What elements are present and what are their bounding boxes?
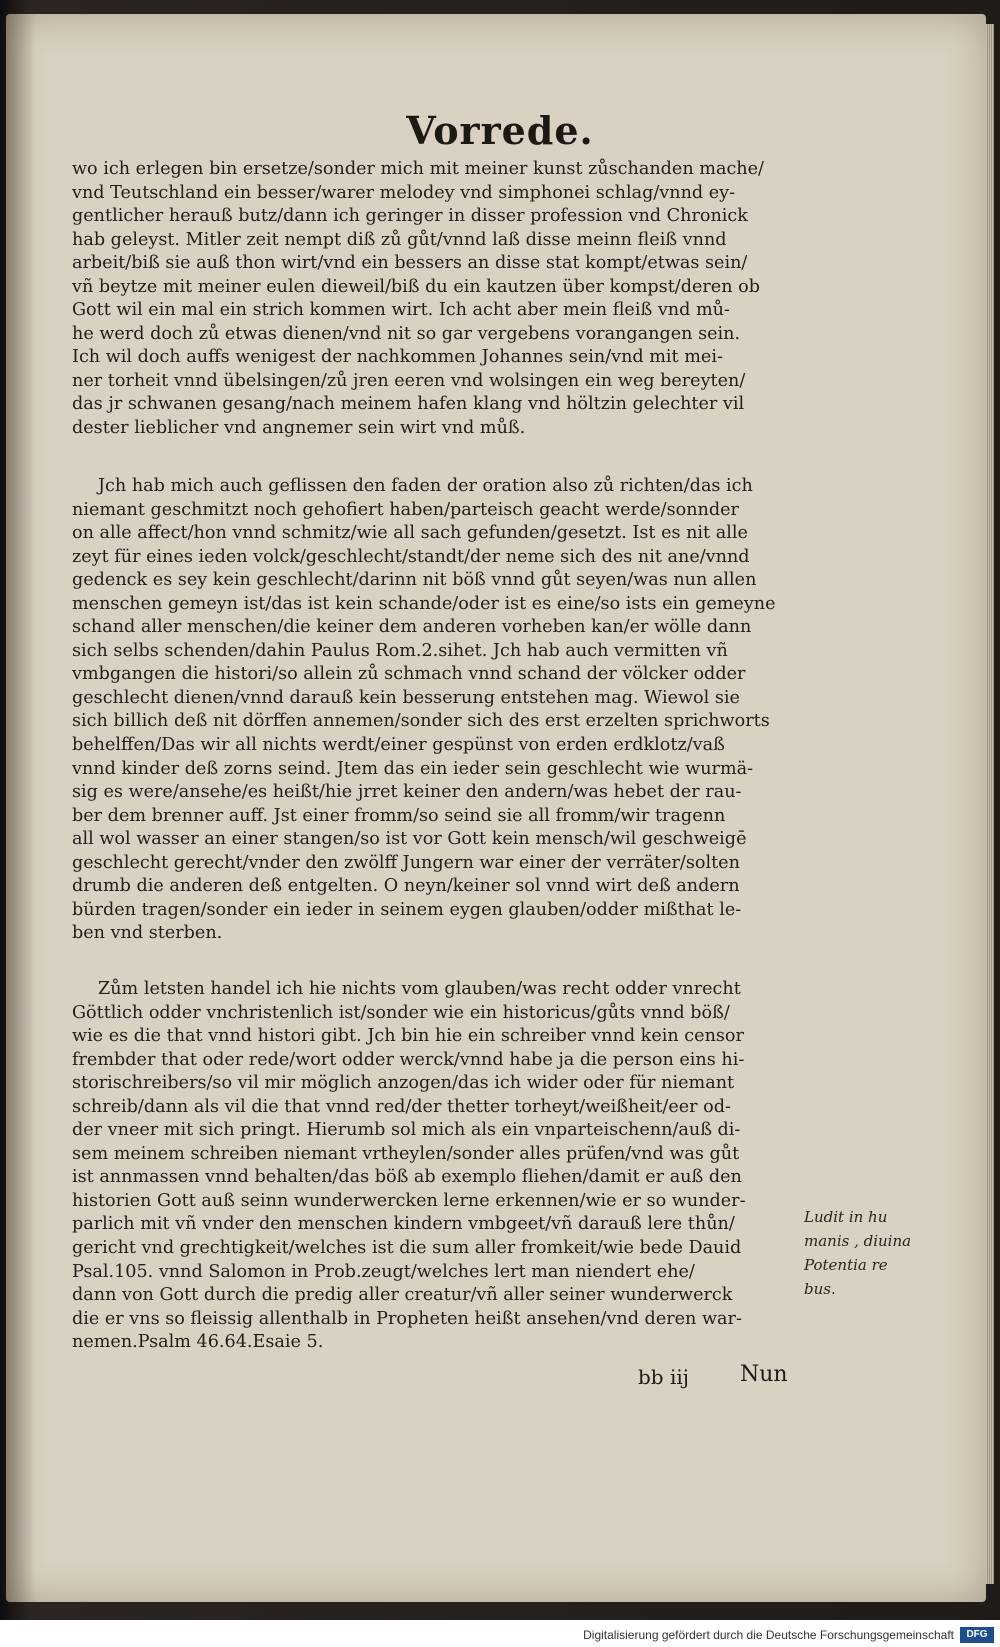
text-line: ber dem brenner auff. Jst einer fromm/so seind sie all fromm/wir tragenn — [72, 805, 726, 826]
text-line: ner torheit vnnd übelsingen/zů jren eeren vnd wolsingen ein weg bereyten/ — [72, 370, 746, 391]
text-line: bürden tragen/sonder ein ieder in seinem eygen glauben/odder mißthat le- — [72, 899, 742, 920]
marginal-note-line: Ludit in hu — [804, 1208, 888, 1226]
text-line: storischreibers/so vil mir möglich anzogen/das ich wider oder für niemant — [72, 1073, 735, 1094]
text-line: sem meinem schreiben niemant vrtheylen/sonder alles prüfen/vnd was gůt — [72, 1143, 740, 1164]
paragraph-3 — [72, 978, 792, 1355]
marginal-note-line: bus. — [804, 1280, 836, 1298]
catchword: Nun — [740, 1362, 788, 1387]
text-line: zeyt für eines ieden volck/geschlecht/standt/der neme sich des nit ane/vnnd — [72, 546, 750, 567]
marginal-note — [804, 1205, 914, 1301]
text-line: gericht vnd grechtigkeit/welches ist die sum aller fromkeit/wie bede Dauid — [72, 1238, 742, 1259]
text-line: Zům letsten handel ich hie nichts vom glauben/was recht odder vnrecht — [98, 979, 741, 999]
text-line: Jch hab mich auch geflissen den faden der oration also zů richten/das ich — [98, 476, 753, 496]
text-line: gedenck es sey kein geschlecht/darinn nit böß vnnd gůt seyen/was nun allen — [72, 570, 757, 591]
text-line: sich selbs schenden/dahin Paulus Rom.2.sihet. Jch hab auch vermitten vñ — [72, 640, 728, 661]
text-line: menschen gemeyn ist/das ist kein schande/oder ist es eine/so ists ein gemeyne — [72, 593, 776, 614]
text-line: vmbgangen die histori/so allein zů schmach vnnd schand der völcker odder — [72, 664, 746, 685]
text-line: nemen.Psalm 46.64.Esaie 5. — [72, 1332, 324, 1353]
dfg-logo: DFG — [960, 1627, 994, 1643]
text-line: all wol wasser an einer stangen/so ist vor Gott kein mensch/wil geschweigē — [72, 829, 747, 850]
text-line: sich billich deß nit dörffen annemen/sonder sich des erst erzelten sprichworts — [72, 711, 770, 732]
signature-mark: bb iij — [638, 1365, 689, 1389]
text-line: schreib/dann als vil die that vnnd red/der thetter torheyt/weißheit/eer od- — [72, 1096, 731, 1117]
text-line: historien Gott auß seinn wunderwercken lerne erkennen/wie er so wunder- — [72, 1190, 746, 1211]
text-line: he werd doch zů etwas dienen/vnd nit so gar vergebens vorangangen sein. — [72, 323, 741, 344]
text-line: niemant geschmitzt noch gehofiert haben/parteisch geacht werde/sonnder — [72, 499, 739, 520]
text-line: hab geleyst. Mitler zeit nempt diß zů gůt/vnnd laß disse meinn fleiß vnnd — [72, 229, 727, 250]
marginal-note-line: manis , diuina — [804, 1232, 912, 1250]
text-line: schand aller menschen/die keiner dem anderen vorheben kan/er wölle dann — [72, 617, 752, 638]
text-line: vnd Teutschland ein besser/warer melodey vnd simphonei schlag/vnnd ey- — [72, 182, 736, 203]
text-line: ben vnd sterben. — [72, 923, 223, 944]
text-line: sig es were/ansehe/es heißt/hie jrret keiner den andern/was hebet der rau- — [72, 782, 742, 803]
text-line: Ich wil doch auffs wenigest der nachkommen Johannes sein/vnd mit mei- — [72, 347, 723, 368]
text-line: Göttlich odder vnchristenlich ist/sonder wie ein historicus/gůts vnnd böß/ — [72, 1002, 730, 1023]
text-line: frembder that oder rede/wort odder werck/vnnd habe ja die person eins hi- — [72, 1049, 745, 1070]
text-line: parlich mit vñ vnder den menschen kindern vmbgeet/vñ darauß lere thůn/ — [72, 1214, 735, 1235]
text-line: vnnd kinder deß zorns seind. Jtem das ein ieder sein geschlecht wie wurmä- — [72, 758, 754, 779]
text-line: Psal.105. vnnd Salomon in Prob.zeugt/welches lert man niendert ehe/ — [72, 1261, 695, 1282]
text-line: geschlecht dienen/vnnd darauß kein besserung entstehen mag. Wiewol sie — [72, 687, 740, 708]
paragraph-1 — [72, 158, 792, 441]
text-line: geschlecht gerecht/vnder den zwölff Jungern war einer der verräter/solten — [72, 852, 740, 873]
text-line: vñ beytze mit meiner eulen dieweil/biß du ein kautzen über kompst/deren ob — [72, 276, 760, 297]
text-line: gentlicher herauß butz/dann ich geringer in disser profession vnd Chronick — [72, 206, 748, 227]
page-edge — [986, 24, 994, 1584]
text-line: das jr schwanen gesang/nach meinem hafen klang vnd höltzin gelechter vil — [72, 394, 745, 415]
text-line: wo ich erlegen bin ersetze/sonder mich mit meiner kunst zůschanden mache/ — [72, 159, 764, 179]
text-line: Gott wil ein mal ein strich kommen wirt. Ich acht aber mein fleiß vnd mů- — [72, 300, 730, 321]
text-line: dann von Gott durch die predig aller creatur/vñ aller seiner wunderwerck — [72, 1285, 733, 1306]
text-line: der vneer mit sich pringt. Hierumb sol mich als ein vnparteischenn/auß di- — [72, 1120, 741, 1141]
text-line: arbeit/biß sie auß thon wirt/vnd ein bessers an disse stat kompt/etwas sein/ — [72, 253, 748, 274]
text-line: behelffen/Das wir all nichts werdt/einer gespünst von erden erdklotz/vaß — [72, 735, 725, 756]
text-line: die er vns so fleissig allenthalb in Propheten heißt ansehen/vnd deren war- — [72, 1308, 742, 1329]
footer-credit: Digitalisierung gefördert durch die Deutsche Forschungsgemeinschaft — [583, 1628, 954, 1642]
paragraph-2 — [72, 475, 792, 946]
text-line: drumb die anderen deß entgelten. O neyn/keiner sol vnnd wirt deß andern — [72, 876, 740, 897]
text-line: on alle affect/hon vnnd schmitz/wie all sach gefunden/gesetzt. Ist es nit alle — [72, 523, 748, 544]
marginal-note-line: Potentia re — [804, 1256, 888, 1274]
page-heading: Vorrede. — [406, 108, 594, 153]
text-line: dester lieblicher vnd angnemer sein wirt vnd můß. — [72, 418, 526, 439]
text-line: ist annmassen vnnd behalten/das böß ab exemplo fliehen/damit er auß den — [72, 1167, 742, 1188]
text-line: wie es die that vnnd histori gibt. Jch bin hie ein schreiber vnnd kein censor — [72, 1026, 744, 1047]
